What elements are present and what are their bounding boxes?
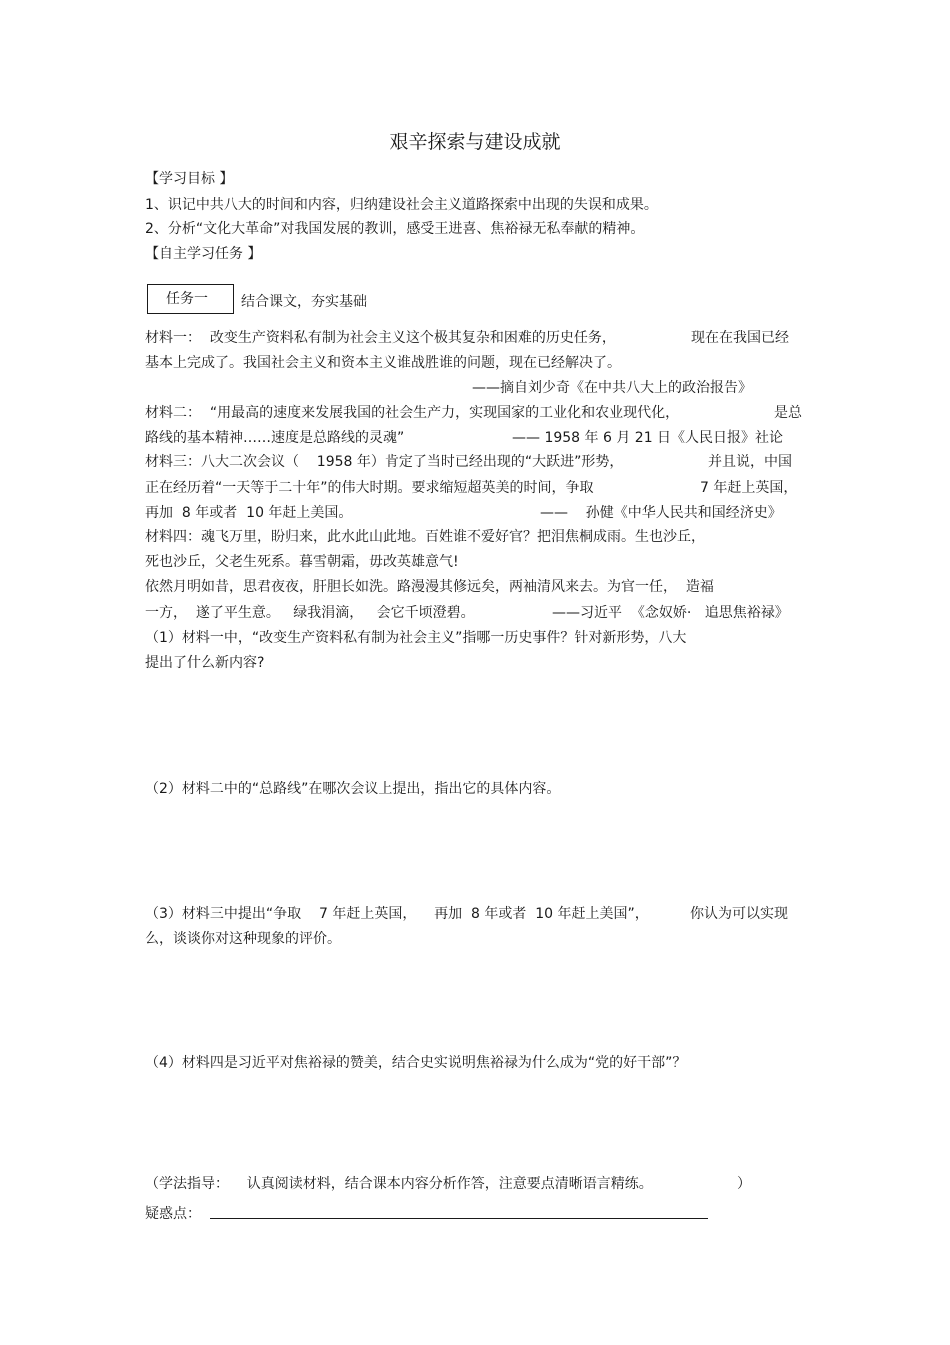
goal-item-2: 2、分析“文化大革命”对我国发展的教训，感受王进喜、焦裕禄无私奉献的精神。	[145, 221, 645, 237]
goals-heading: 【学习目标 】	[145, 171, 234, 187]
material-three-line-2-end: 7 年赶上英国，	[700, 480, 798, 496]
material-one-line-2: 基本上完成了。我国社会主义和资本主义谁战胜谁的问题，现在已经解决了。	[145, 355, 621, 371]
question-3-line-2: 么，谈谈你对这种现象的评价。	[145, 931, 341, 947]
question-4: （4）材料四是习近平对焦裕禄的赞美，结合史实说明焦裕禄为什么成为“党的好干部”？	[145, 1055, 687, 1071]
study-guide-close: ）	[737, 1176, 751, 1192]
task-one-label: 任务一	[166, 291, 208, 307]
material-one-line-1-end: 现在在我国已经	[691, 330, 789, 346]
material-two-line-1: 材料二： “用最高的速度来发展我国的社会生产力，实现国家的工业化和农业现代化，	[145, 405, 680, 421]
material-two-line-1-end: 是总	[774, 405, 802, 421]
task-one-box	[147, 284, 234, 314]
study-guide: （学法指导： 认真阅读材料，结合课本内容分析作答，注意要点清晰语言精练。	[145, 1176, 653, 1192]
question-3-line-1: （3）材料三中提出“争取 7 年赶上英国， 再加 8 年或者 10 年赶上美国”，	[145, 906, 649, 922]
material-three-line-2: 正在经历着“一天等于二十年”的伟大时期。要求缩短超英美的时间，争取	[145, 480, 594, 496]
page-title: 艰辛探索与建设成就	[389, 131, 561, 153]
goal-item-1: 1、识记中共八大的时间和内容，归纳建设社会主义道路探索中出现的失误和成果。	[145, 197, 658, 213]
material-two-line-2: 路线的基本精神……速度是总路线的灵魂”	[145, 430, 405, 446]
material-one-line-1: 材料一： 改变生产资料私有制为社会主义这个极其复杂和困难的历史任务，	[145, 330, 616, 346]
material-two-source: —— 1958 年 6 月 21 日《人民日报》社论	[512, 430, 784, 446]
material-one-source: ——摘自刘少奇《在中共八大上的政治报告》	[472, 380, 752, 396]
question-3-line-1-end: 你认为可以实现	[690, 906, 788, 922]
material-four-line-2: 死也沙丘，父老生死系。暮雪朝霜，毋改英雄意气!	[145, 554, 459, 570]
material-four-line-3: 依然月明如昔，思君夜夜，肝胆长如洗。路漫漫其修远矣，两袖清风来去。为官一任， 造福	[145, 579, 714, 595]
question-2: （2）材料二中的“总路线”在哪次会议上提出，指出它的具体内容。	[145, 781, 561, 797]
task-one-description: 结合课文，夯实基础	[241, 294, 367, 310]
doubt-label: 疑惑点：	[145, 1206, 201, 1222]
doubt-answer-line[interactable]	[210, 1218, 708, 1219]
question-1-line-1: （1）材料一中，“改变生产资料私有制为社会主义”指哪一历史事件？针对新形势，八大	[145, 630, 687, 646]
material-four-source: ——习近平 《念奴娇· 追思焦裕禄》	[552, 605, 789, 621]
material-three-source: —— 孙健《中华人民共和国经济史》	[540, 505, 782, 521]
tasks-heading: 【自主学习任务 】	[145, 246, 262, 262]
material-four-line-4: 一方， 遂了平生意。 绿我涓滴， 会它千顷澄碧。	[145, 605, 475, 621]
material-three-line-3: 再加 8 年或者 10 年赶上美国。	[145, 505, 353, 521]
material-four-line-1: 材料四：魂飞万里，盼归来，此水此山此地。百姓谁不爱好官？把泪焦桐成雨。生也沙丘，	[145, 529, 705, 545]
material-three-line-1: 材料三：八大二次会议（ 1958 年）肯定了当时已经出现的“大跃进”形势，	[145, 454, 624, 470]
material-three-line-1-end: 并且说，中国	[708, 454, 792, 470]
question-1-line-2: 提出了什么新内容?	[145, 655, 265, 671]
